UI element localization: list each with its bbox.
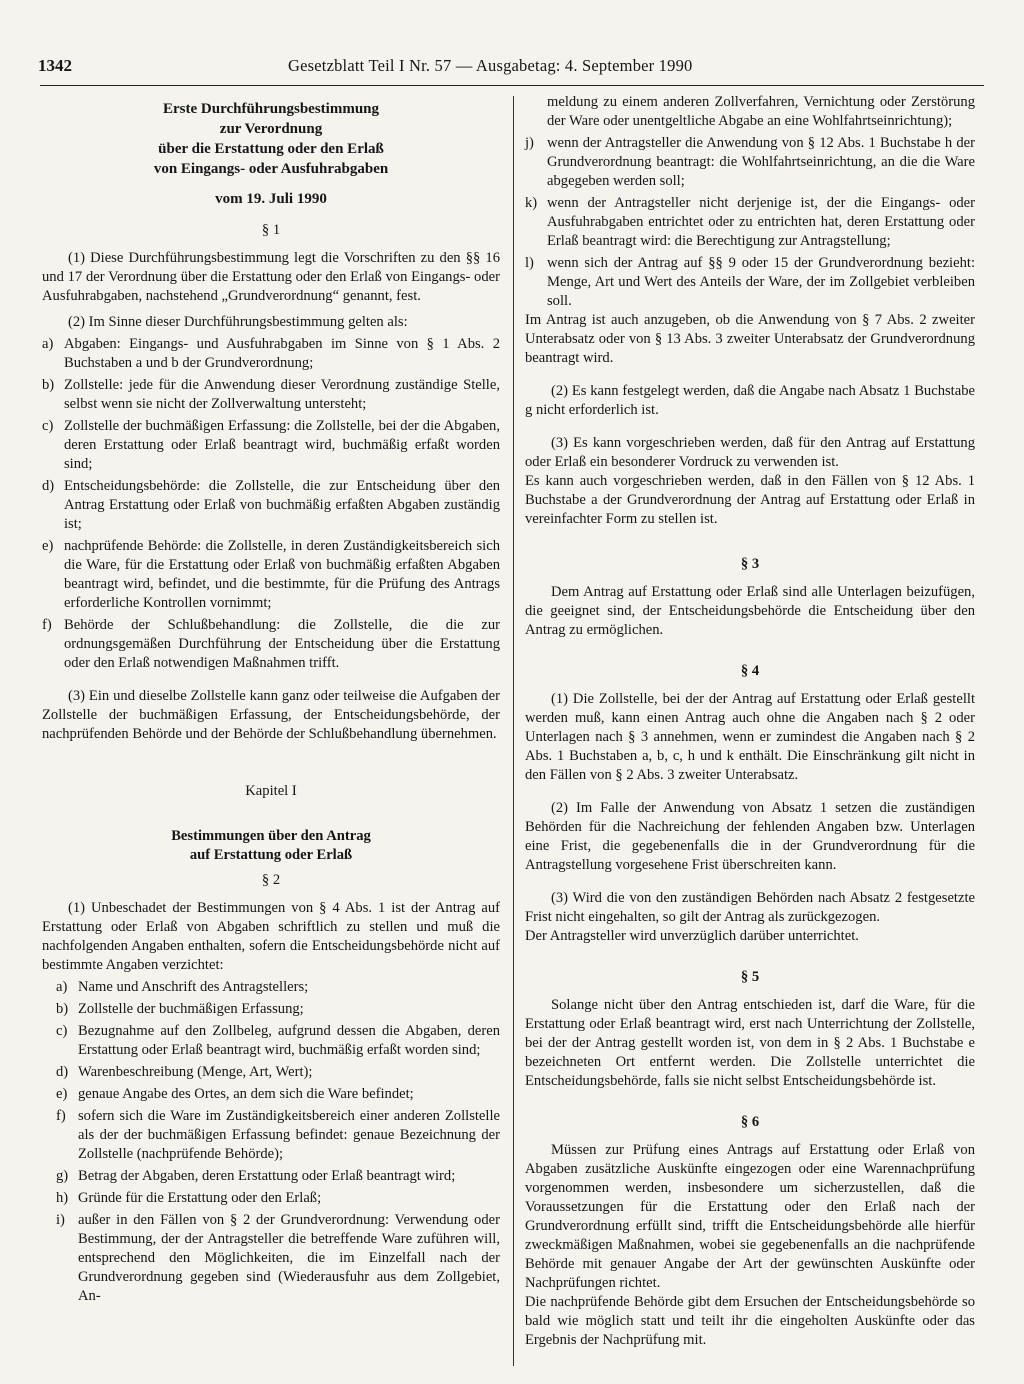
s1-paragraph-3: (3) Ein und dieselbe Zollstelle kann ganz oder teilweise die Aufgaben der Zollstelle der buchmäßigen Erfassung, der Entscheidungsbehörde, der nachprüfenden Behörde und der Behörde der Schlußbehandlung übernehmen.	[42, 688, 500, 742]
chapter-title-line: Bestimmungen über den Antrag	[171, 828, 371, 844]
s2-paragraph-3: (3) Es kann vorgeschrieben werden, daß für den Antrag auf Erstattung oder Erlaß ein besonderer Vordruck zu verwenden ist.	[525, 435, 975, 470]
s1-paragraph-2: (2) Im Sinne dieser Durchführungsbestimmung gelten als:	[68, 314, 408, 330]
list-item: i) außer in den Fällen von § 2 der Grundverordnung: Verwendung oder Bestimmung, der der Antragsteller die betreffende Ware zuführen will, entsprechend den Möglichkeiten, die im Einzelfall nach der Grundverordnung gegeben sind (Wiederausfuhr aus dem Zollgebiet, An-	[56, 1212, 500, 1304]
chapter-title-line: auf Erstattung oder Erlaß	[189, 847, 353, 863]
section-3-heading: § 3	[740, 556, 760, 572]
list-item: g) Betrag der Abgaben, deren Erstattung oder Erlaß beantragt wird;	[56, 1168, 456, 1184]
list-item: l) wenn sich der Antrag auf §§ 9 oder 15 der Grundverordnung bezieht: Menge, Art und Wert des Anteils der Ware, der im Zollgebiet verbleiben soll.	[525, 255, 975, 309]
s2-requirements-list-continued	[525, 134, 975, 311]
document-date: vom 19. Juli 1990	[215, 191, 327, 207]
page-header	[38, 56, 984, 86]
section-6-heading: § 6	[740, 1114, 760, 1130]
s2-paragraph-3b: Es kann auch vorgeschrieben werden, daß in den Fällen von § 12 Abs. 1 Buchstabe a der Grundverordnung der Antrag auf Erstattung oder Erlaß in vereinfachter Form zu stellen ist.	[525, 473, 975, 527]
right-column	[525, 93, 975, 1350]
s2-requirements-list	[42, 978, 500, 1306]
list-item: j) wenn der Antragsteller die Anwendung von § 12 Abs. 1 Buchstabe h der Grundverordnung beantragt: die Wohlfahrtseinrichtung, an die die Ware abgegeben werden soll;	[525, 135, 975, 189]
s1-paragraph-1: (1) Diese Durchführungsbestimmung legt die Vorschriften zu den §§ 16 und 17 der Verordnung über die Erstattung oder den Erlaß von Eingangs- oder Ausfuhrabgaben, nachstehend „Grundverordnung“ genannt, fest.	[42, 250, 500, 304]
section-1-heading: § 1	[261, 222, 281, 238]
s2-paragraph-1: (1) Unbeschadet der Bestimmungen von § 4 Abs. 1 ist der Antrag auf Erstattung oder Erlaß von Abgaben schriftlich zu stellen und muß die nachfolgenden Angaben enthalten, sofern die Entscheidungsbehörde nicht auf bestimmte Angaben verzichtet:	[42, 900, 500, 973]
list-item: a) Name und Anschrift des Antragstellers;	[56, 979, 309, 995]
list-item: f) sofern sich die Ware im Zuständigkeitsbereich einer anderen Zollstelle als der der buchmäßigen Erfassung befindet: genaue Bezeichnung der Zollstelle (nachprüfende Behörde);	[56, 1108, 500, 1162]
s5-paragraph-1: Solange nicht über den Antrag entschieden ist, darf die Ware, für die Erstattung oder Erlaß beantragt wird, erst nach Unterrichtung der Zollstelle, bei der der Antrag gestellt worden ist, von dem in § 2 Abs. 1 Buchstabe e bezeichneten Ort entfernt werden. Die Zollstelle unterrichtet die Entscheidungsbehörde, falls sie nicht selbst Entscheidungsbehörde ist.	[525, 997, 975, 1089]
chapter-title	[42, 827, 500, 865]
list-item: e) genaue Angabe des Ortes, an dem sich die Ware befindet;	[56, 1086, 414, 1102]
header-title: Gesetzblatt Teil I Nr. 57 — Ausgabetag: 4. September 1990	[288, 56, 693, 75]
title-line: Erste Durchführungsbestimmung	[163, 101, 379, 117]
s4-paragraph-1: (1) Die Zollstelle, bei der der Antrag auf Erstattung oder Erlaß gestellt werden muß, kann einen Antrag auch ohne die Angaben nach § 2 oder Unterlagen nach § 3 annehmen, wenn er zumindest die Angaben nach § 2 Abs. 1 Buchstaben a, b, c, h und k enthält. Die Einschränkung gilt nicht in den Fällen von § 2 Abs. 3 zweiter Unterabsatz.	[525, 691, 975, 783]
s1-definition-list	[42, 335, 500, 673]
list-item: f) Behörde der Schlußbehandlung: die Zollstelle, die die zur ordnungsgemäßen Durchführung der Entscheidung über die Erstattung oder den Erlaß notwendigen Maßnahmen trifft.	[42, 617, 500, 671]
list-item: d) Warenbeschreibung (Menge, Art, Wert);	[56, 1064, 313, 1080]
list-item: h) Gründe für die Erstattung oder den Erlaß;	[56, 1190, 322, 1206]
s4-paragraph-3: (3) Wird die von den zuständigen Behörden nach Absatz 2 festgesetzte Frist nicht eingehalten, so gilt der Antrag als zurückgezogen.	[525, 890, 975, 925]
section-5-heading: § 5	[740, 969, 760, 985]
s6-paragraph-2: Die nachprüfende Behörde gibt dem Ersuchen der Entscheidungsbehörde so bald wie möglich statt und teilt ihr die eingeholten Auskünfte oder das Ergebnis der Nachprüfung mit.	[525, 1294, 975, 1348]
s4-paragraph-2: (2) Im Falle der Anwendung von Absatz 1 setzen die zuständigen Behörden für die Nachreichung der fehlenden Angaben bzw. Unterlagen eine Frist, die gegebenenfalls die in der Grundverordnung für die Antragstellung vorgesehene Frist überschreiten kann.	[525, 800, 975, 873]
title-line: über die Erstattung oder den Erlaß	[158, 141, 384, 157]
left-column	[42, 99, 500, 1306]
list-item: b) Zollstelle: jede für die Anwendung dieser Verordnung zuständige Stelle, selbst wenn sie nicht der Zollverwaltung untersteht;	[42, 377, 500, 412]
chapter-label: Kapitel I	[245, 783, 297, 799]
s4-paragraph-3b: Der Antragsteller wird unverzüglich darüber unterrichtet.	[525, 928, 859, 944]
section-2-heading: § 2	[261, 872, 281, 888]
s3-paragraph-1: Dem Antrag auf Erstattung oder Erlaß sind alle Unterlagen beizufügen, die geeignet sind, der Entscheidungsbehörde die Entscheidung über den Antrag zu ermöglichen.	[525, 584, 975, 638]
list-item: c) Bezugnahme auf den Zollbeleg, aufgrund dessen die Abgaben, deren Erstattung oder Erlaß beantragt wird, buchmäßig erfaßt worden sind;	[56, 1023, 500, 1058]
s2-paragraph-2: (2) Es kann festgelegt werden, daß die Angabe nach Absatz 1 Buchstabe g nicht erforderlich ist.	[525, 383, 975, 418]
page-number: 1342	[38, 56, 72, 75]
list-item: e) nachprüfende Behörde: die Zollstelle, in deren Zuständigkeitsbereich sich die Ware, für die Erstattung oder Erlaß von buchmäßig erfaßten Abgaben beantragt wird, befindet, und die bestimmte, für die Prüfung des Antrags erforderliche Kontrollen vornimmt;	[42, 538, 500, 611]
list-item: d) Entscheidungsbehörde: die Zollstelle, die zur Entscheidung über den Antrag Erstattung oder Erlaß von buchmäßig erfaßten Abgaben zuständig ist;	[42, 478, 500, 532]
title-line: zur Verordnung	[219, 121, 323, 137]
section-4-heading: § 4	[740, 663, 760, 679]
s2-paragraph-1-tail: Im Antrag ist auch anzugeben, ob die Anwendung von § 7 Abs. 2 zweiter Unterabsatz oder von § 13 Abs. 3 zweiter Unterabsatz der Grundverordnung beantragt wird.	[525, 312, 975, 366]
list-item: a) Abgaben: Eingangs- und Ausfuhrabgaben im Sinne von § 1 Abs. 2 Buchstaben a und b der Grundverordnung;	[42, 336, 500, 371]
column-divider	[513, 96, 514, 1366]
list-item: k) wenn der Antragsteller nicht derjenige ist, der die Eingangs- oder Ausfuhrabgaben entrichtet oder zu entrichten hat, deren Erstattung oder Erlaß beantragt wird: die Berechtigung zur Antragstellung;	[525, 195, 975, 249]
title-line: von Eingangs- oder Ausfuhrabgaben	[153, 161, 389, 177]
list-item-continuation: meldung zu einem anderen Zollverfahren, Vernichtung oder Zerstörung der Ware oder unentgeltliche Abgabe an eine Wohlfahrtseinrichtung);	[547, 94, 975, 129]
list-item: b) Zollstelle der buchmäßigen Erfassung;	[56, 1001, 304, 1017]
header-rule	[40, 85, 984, 86]
list-item: c) Zollstelle der buchmäßigen Erfassung: die Zollstelle, bei der die Abgaben, deren Erstattung oder Erlaß beantragt wird, buchmäßig erfaßt worden sind;	[42, 418, 500, 472]
s6-paragraph-1: Müssen zur Prüfung eines Antrags auf Erstattung oder Erlaß von Abgaben zusätzliche Auskünfte eingezogen oder eine Warennachprüfung vorgenommen werden, insbesondere um sicherzustellen, daß die Voraussetzungen für die Erstattung oder den Erlaß nach der Grundverordnung erfüllt sind, trifft die Entscheidungsbehörde alle hierfür zweckmäßigen Maßnahmen, wobei sie gegebenenfalls an die nachprüfende Behörde mit genauer Angabe der Art der gewünschten Auskünfte oder Nachprüfungen richtet.	[525, 1142, 975, 1291]
document-title	[42, 99, 500, 209]
